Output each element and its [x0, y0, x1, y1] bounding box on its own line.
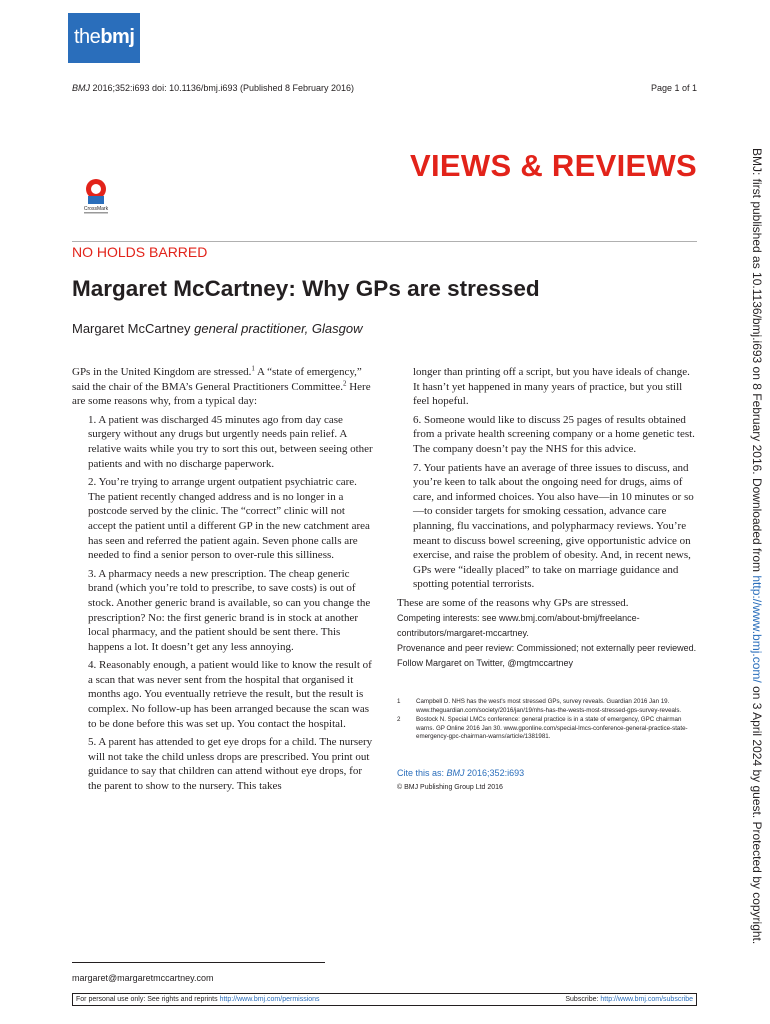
- logo-brand: bmj: [100, 26, 135, 48]
- reason-2: 2. You’re trying to arrange urgent outpatient psychiatric care. The patient recently changed address and is no longer in a postcode served by the clinic. The “correct” clinic will not accept the patient until a different GP in the new catchment area has seen and referred the patient again. Seven phone calls are needed to find a senior person to over-rule this silliness.: [88, 476, 370, 562]
- reference-list: [397, 698, 697, 743]
- copyright-notice: © BMJ Publishing Group Ltd 2016: [397, 784, 503, 791]
- reference-text: Bostock N. Special LMCs conference: general practice is in a state of emergency, GPC chairman warns. GP Online 2016 Jan 30. www.gponline.com/special-lmcs-conference-general-practice-state-emergency-gpc-chairman-warns/article/1381981.: [416, 716, 688, 740]
- reason-4: 4. Reasonably enough, a patient would like to know the result of a scan that was never sent from the hospital that organised it months ago. You eventually retrieve the result, but the result is complex. No follow-up has been arranged because the scan was to be done before this was set up. You contact the hospital.: [88, 659, 372, 730]
- crossmark-label: CrossMark: [83, 206, 109, 212]
- watermark-text-a: BMJ: first published as 10.1136/bmj.i693 on 8 February 2016. Downloaded from: [750, 148, 764, 576]
- author-role: general practitioner, Glasgow: [194, 321, 363, 336]
- reference-item: [397, 698, 697, 715]
- author-email[interactable]: margaret@margaretmccartney.com: [72, 973, 214, 983]
- footer-right: [565, 996, 693, 1003]
- cite-journal: BMJ: [446, 768, 465, 778]
- reference-text: Campbell D. NHS has the west’s most stressed GPs, survey reveals. Guardian 2016 Jan 19. www.theguardian.com/society/2016/jan/19/nhs-has-the-wests-most-stressed-gps-survey-reveals.: [416, 698, 682, 714]
- section-heading: VIEWS & REVIEWS: [410, 148, 697, 183]
- footer-subscribe-text: Subscribe:: [565, 996, 601, 1003]
- article-notes: [397, 611, 697, 671]
- intro-text-b: A “state of emergency,” said the chair of the BMA’s General Practitioners Committee.: [72, 366, 362, 393]
- intro-text-c: Here are some reasons why, from a typical day:: [72, 380, 371, 408]
- article-citation: [72, 83, 354, 93]
- intro-paragraph: [72, 365, 374, 409]
- citation-details: 2016;352:i693 doi: 10.1136/bmj.i693 (Published 8 February 2016): [90, 83, 355, 93]
- bmj-logo[interactable]: [68, 13, 140, 63]
- crossmark-icon[interactable]: [76, 176, 116, 216]
- competing-interests: Competing interests: see www.bmj.com/about-bmj/freelance-contributors/margaret-mccartney.: [397, 613, 640, 638]
- page-footer: [72, 993, 697, 1006]
- watermark-text-b: on 3 April 2024 by guest. Protected by copyright.: [750, 682, 764, 945]
- page-number: Page 1 of 1: [650, 83, 697, 93]
- footer-rights-text: For personal use only: See rights and reprints: [76, 996, 220, 1003]
- subscribe-link[interactable]: http://www.bmj.com/subscribe: [600, 996, 693, 1003]
- provenance-note: Provenance and peer review: Commissioned; not externally peer reviewed.: [397, 643, 697, 653]
- twitter-follow: Follow Margaret on Twitter, @mgtmccartney: [397, 658, 574, 668]
- permissions-link[interactable]: http://www.bmj.com/permissions: [219, 996, 320, 1003]
- reason-6: 6. Someone would like to discuss 25 pages of results obtained from a private health screening company or a home genetic test. The company doesn’t pay the NHS for this advice.: [413, 413, 695, 455]
- author-name: Margaret McCartney: [72, 321, 191, 336]
- footnote-divider: [72, 962, 325, 963]
- reference-number: 2: [397, 716, 401, 723]
- reason-7: 7. Your patients have an average of three issues to discuss, and you’re keen to talk about the ongoing need for drugs, aims of care, and informed choices. You also have—in 10 minutes or so—to consider targets for smoking cessation, advance care planning, flu vaccinations, and polypharmacy reviews. You’re meant to discuss bowel screening, give opportunistic advice on exercise, and raise the problem of obesity. And, in recent news, GPs were “ideally placed” to take on marriage guidance and spotting potential terrorists.: [413, 461, 694, 591]
- author-line: [72, 321, 362, 336]
- article-title: Margaret McCartney: Why GPs are stressed: [72, 276, 540, 301]
- closing-sentence: These are some of the reasons why GPs are stressed.: [397, 596, 629, 609]
- bmj-home-link[interactable]: http://www.bmj.com/: [750, 575, 764, 683]
- reason-5-continued: longer than printing off a script, but you have ideals of change. It hasn’t yet happened in many years of practice, but you still feel hopeful.: [413, 366, 690, 408]
- cite-this-as[interactable]: [397, 768, 524, 778]
- reference-item: [397, 716, 697, 742]
- reason-3: 3. A pharmacy needs a new prescription. The cheap generic brand (which you’re told to prescribe, to save costs) is out of stock. Another generic brand is available, so can you change the prescription? No: the first generic brand is in stock at another local pharmacy, and the patient should be sent there. This happens a lot. It doesn’t get any less annoying.: [88, 567, 371, 653]
- body-column-left: [72, 365, 374, 798]
- cite-label: Cite this as:: [397, 768, 447, 778]
- logo-prefix: the: [74, 26, 101, 48]
- ref-2-link[interactable]: 2: [342, 378, 347, 387]
- body-column-right: [397, 365, 698, 615]
- reference-number: 1: [397, 698, 401, 705]
- logo-text: [74, 26, 134, 49]
- header-divider: [72, 241, 697, 242]
- citation-journal: BMJ: [72, 83, 90, 93]
- reason-5: 5. A parent has attended to get eye drops for a child. The nursery will not take the child unless drops are prescribed. You print out guidance to say that children can attend without eye drops, for the parent to show to the nursery. This takes: [88, 736, 373, 793]
- download-watermark: [750, 148, 764, 945]
- footer-left: [76, 996, 320, 1003]
- cite-details: 2016;352:i693: [464, 768, 525, 778]
- ref-1-link[interactable]: 1: [251, 364, 255, 373]
- column-kicker: NO HOLDS BARRED: [72, 244, 208, 260]
- intro-text-a: GPs in the United Kingdom are stressed.: [72, 366, 252, 378]
- reason-1: 1. A patient was discharged 45 minutes ago from day case surgery without any drugs but urgently needs pain relief. A relative waits while you try to sort this out, between seeing other patients and with no discharge paperwork.: [88, 413, 373, 470]
